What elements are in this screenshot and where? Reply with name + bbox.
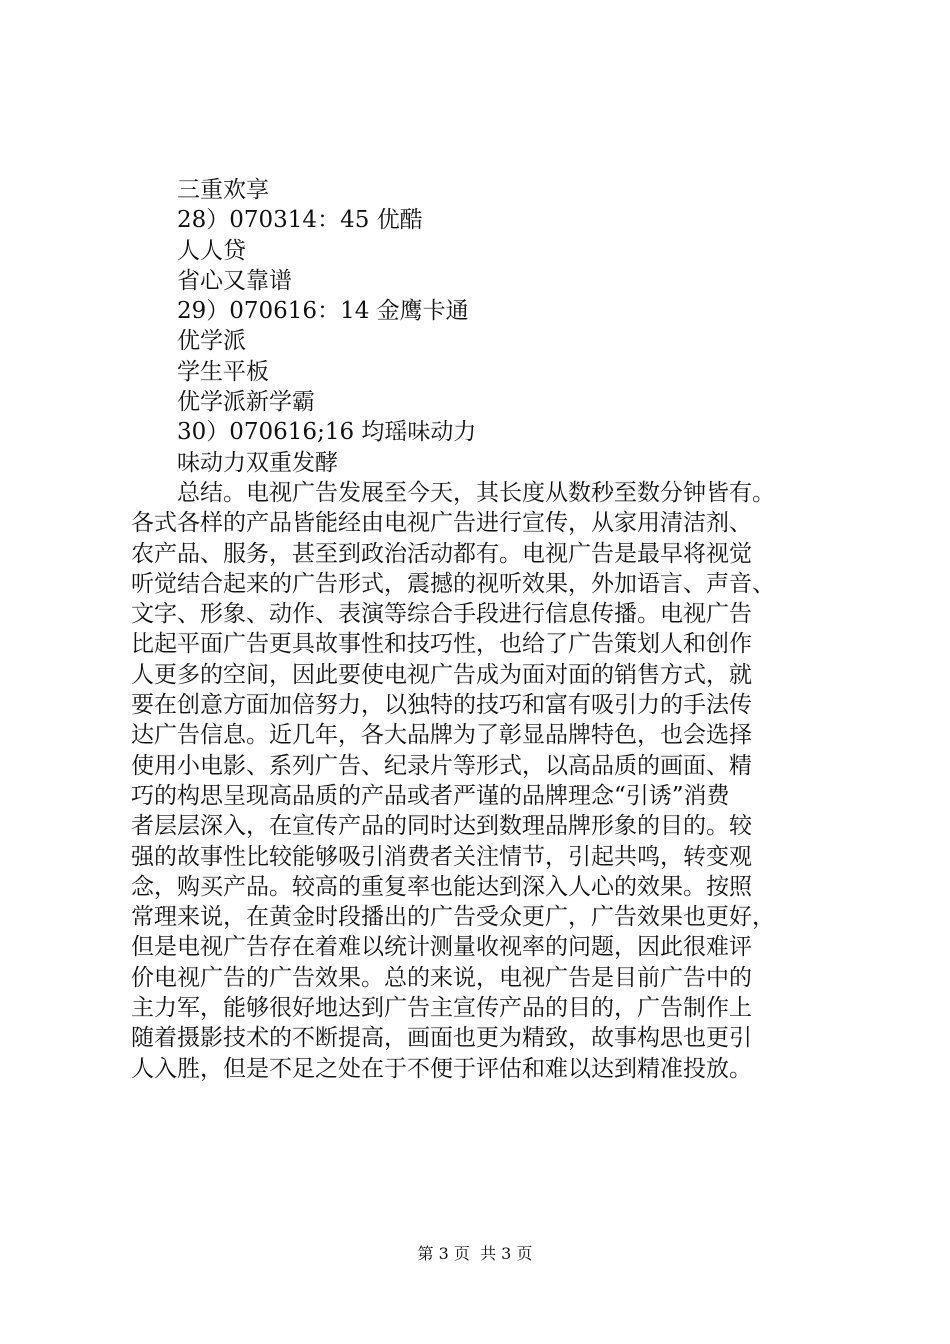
list-line: 优学派新学霸 bbox=[177, 389, 315, 416]
summary-line: 强的故事性比较能够吸引消费者关注情节，引起共鸣，转变观 bbox=[131, 843, 752, 870]
summary-line: 主力军，能够很好地达到广告主宣传产品的目的，广告制作上 bbox=[131, 995, 752, 1022]
ad-list bbox=[131, 175, 831, 478]
summary-line: 听觉结合起来的广告形式，震撼的视听效果，外加语言、声音、 bbox=[131, 570, 775, 597]
page-footer bbox=[0, 1244, 950, 1264]
summary-line: 但是电视广告存在着难以统计测量收视率的问题，因此很难评 bbox=[131, 934, 752, 961]
summary-line: 总结。电视广告发展至今天，其长度从数秒至数分钟皆有。 bbox=[177, 479, 775, 506]
summary-line: 文字、形象、动作、表演等综合手段进行信息传播。电视广告 bbox=[131, 601, 752, 628]
summary-paragraph bbox=[131, 478, 831, 1084]
page-content bbox=[131, 175, 831, 1084]
list-line: 优学派 bbox=[177, 328, 246, 355]
summary-line: 比起平面广告更具故事性和技巧性，也给了广告策划人和创作 bbox=[131, 631, 752, 658]
list-line: 28）070314：45 优酷 bbox=[177, 207, 423, 234]
list-line: 30）070616;16 均瑶味动力 bbox=[177, 419, 477, 446]
list-line: 省心又靠谱 bbox=[177, 267, 292, 294]
summary-line: 使用小电影、系列广告、纪录片等形式，以高品质的画面、精 bbox=[131, 752, 752, 779]
summary-line: 人入胜，但是不足之处在于不便于评估和难以达到精准投放。 bbox=[131, 1055, 752, 1082]
list-line: 学生平板 bbox=[177, 358, 269, 385]
summary-line: 人更多的空间，因此要使电视广告成为面对面的销售方式，就 bbox=[131, 661, 752, 688]
page-number: 第 3 页 共 3 页 bbox=[417, 1244, 533, 1263]
list-line: 29）070616：14 金鹰卡通 bbox=[177, 298, 469, 325]
summary-line: 者层层深入，在宣传产品的同时达到数理品牌形象的目的。较 bbox=[131, 813, 752, 840]
summary-line: 农产品、服务，甚至到政治活动都有。电视广告是最早将视觉 bbox=[131, 540, 752, 567]
summary-line: 念，购买产品。较高的重复率也能达到深入人心的效果。按照 bbox=[131, 873, 752, 900]
summary-line: 巧的构思呈现高品质的产品或者严谨的品牌理念“引诱”消费 bbox=[131, 782, 730, 809]
summary-line: 常理来说，在黄金时段播出的广告受众更广，广告效果也更好， bbox=[131, 904, 775, 931]
list-line: 味动力双重发酵 bbox=[177, 449, 338, 476]
summary-line: 随着摄影技术的不断提高，画面也更为精致，故事构思也更引 bbox=[131, 1025, 752, 1052]
list-line: 三重欢享 bbox=[177, 177, 269, 203]
summary-line: 要在创意方面加倍努力，以独特的技巧和富有吸引力的手法传 bbox=[131, 692, 752, 719]
summary-line: 达广告信息。近几年，各大品牌为了彰显品牌特色，也会选择 bbox=[131, 722, 752, 749]
summary-line: 价电视广告的广告效果。总的来说，电视广告是目前广告中的 bbox=[131, 964, 752, 991]
list-line: 人人贷 bbox=[177, 237, 246, 264]
summary-line: 各式各样的产品皆能经由电视广告进行宣传，从家用清洁剂、 bbox=[131, 510, 752, 537]
